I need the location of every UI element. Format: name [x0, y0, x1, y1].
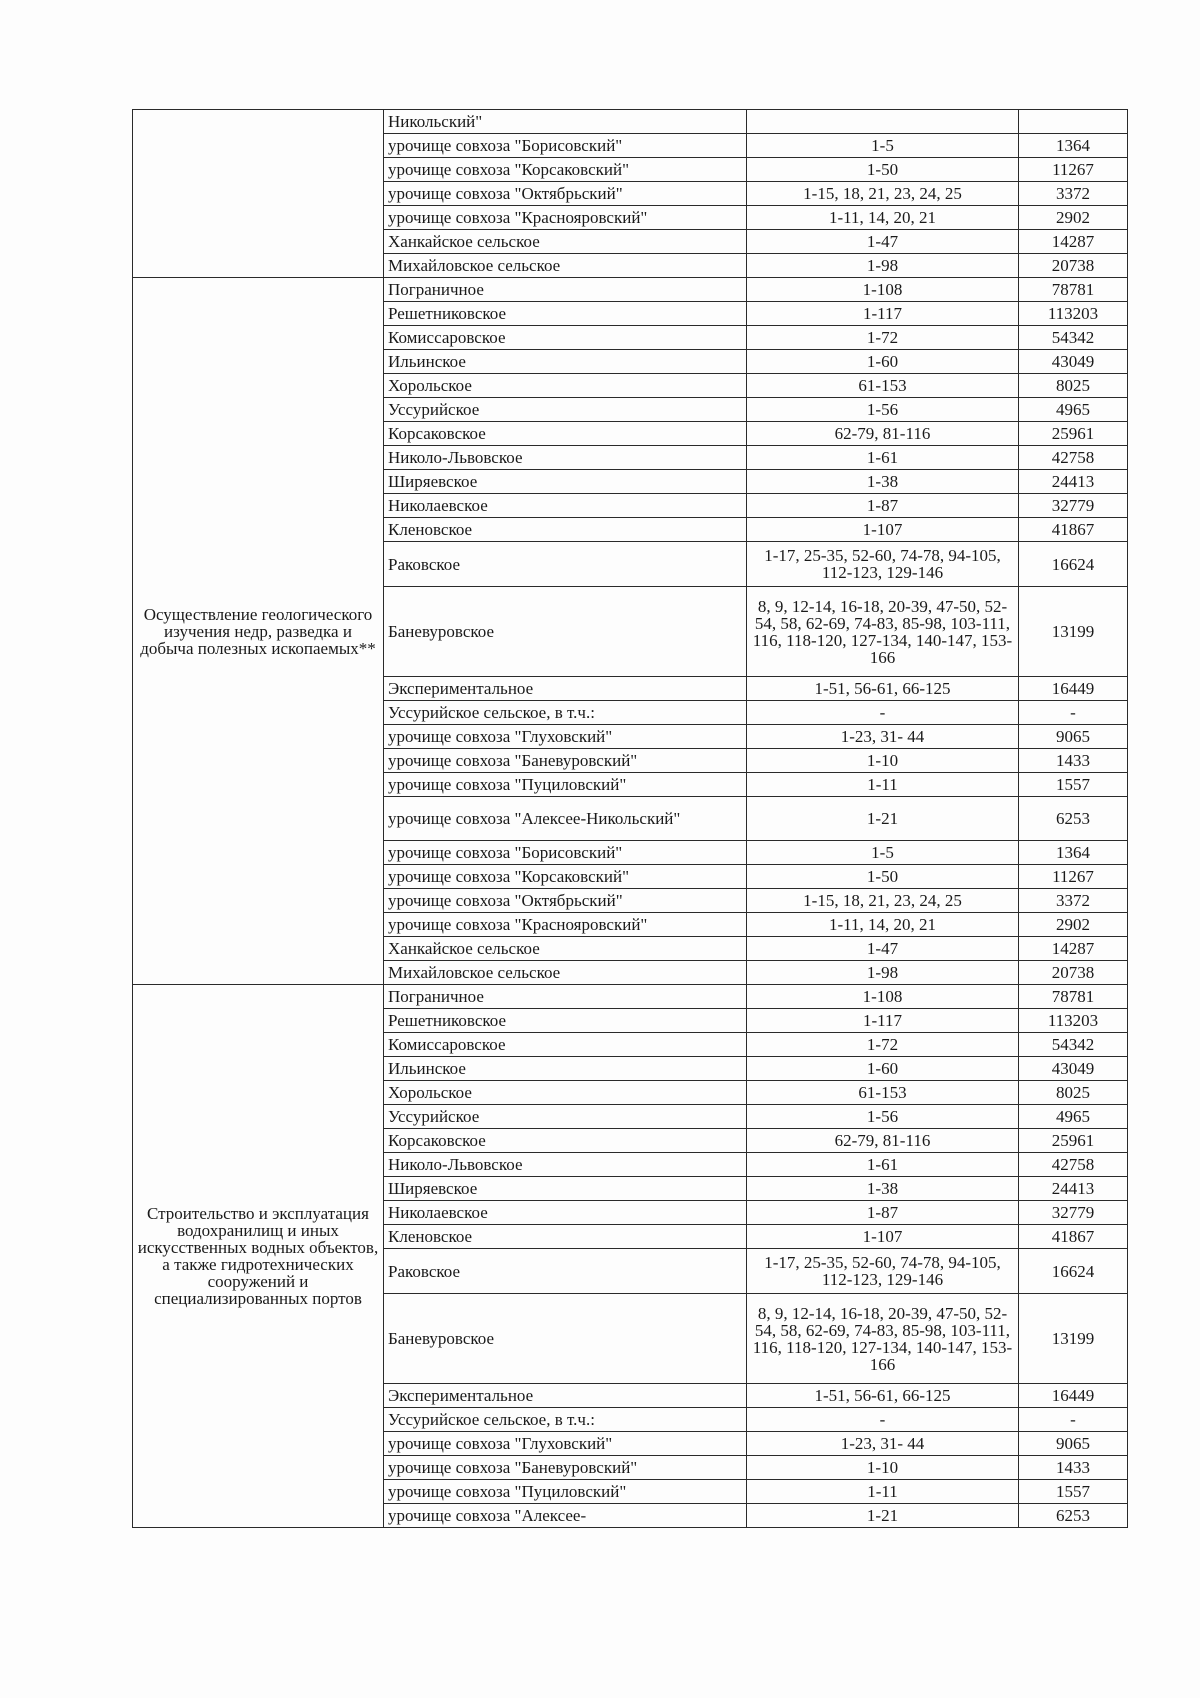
forest-district-cell: Раковское [384, 1249, 747, 1294]
forest-district-cell: Экспериментальное [384, 1384, 747, 1408]
quarter-numbers-cell: 1-5 [747, 134, 1019, 158]
forest-district-cell: Николо-Львовское [384, 446, 747, 470]
quarter-numbers-cell: 1-87 [747, 1201, 1019, 1225]
forest-district-cell: Кленовское [384, 1225, 747, 1249]
quarter-numbers-cell: 1-117 [747, 302, 1019, 326]
quarter-numbers-cell [747, 110, 1019, 134]
forest-district-cell: урочище совхоза "Алексее-Никольский" [384, 797, 747, 841]
quarter-numbers-cell: - [747, 701, 1019, 725]
area-cell: 54342 [1019, 326, 1128, 350]
quarter-numbers-cell: 1-21 [747, 1504, 1019, 1528]
area-cell: 1364 [1019, 134, 1128, 158]
area-cell: 20738 [1019, 961, 1128, 985]
area-cell: 25961 [1019, 422, 1128, 446]
area-cell: - [1019, 1408, 1128, 1432]
quarter-numbers-cell: 1-17, 25-35, 52-60, 74-78, 94-105, 112-123, 129-146 [747, 542, 1019, 587]
forest-district-cell: Ильинское [384, 1057, 747, 1081]
forest-district-cell: урочище совхоза "Корсаковский" [384, 865, 747, 889]
forest-district-cell: Михайловское сельское [384, 961, 747, 985]
forest-district-cell: урочище совхоза "Алексее- [384, 1504, 747, 1528]
area-cell: 1433 [1019, 1456, 1128, 1480]
quarter-numbers-cell: 61-153 [747, 374, 1019, 398]
forest-district-cell: Михайловское сельское [384, 254, 747, 278]
area-cell: 113203 [1019, 302, 1128, 326]
area-cell: 9065 [1019, 1432, 1128, 1456]
quarter-numbers-cell: 1-50 [747, 865, 1019, 889]
quarter-numbers-cell: 1-10 [747, 1456, 1019, 1480]
forest-district-cell: Комиссаровское [384, 1033, 747, 1057]
activity-type-cell: Строительство и эксплуатация водохранилищ и иных искусственных водных объектов, а также гидротехнических сооружений и специализированных портов [133, 985, 384, 1528]
quarter-numbers-cell: 1-108 [747, 985, 1019, 1009]
quarter-numbers-cell: 1-56 [747, 398, 1019, 422]
area-cell: 16624 [1019, 1249, 1128, 1294]
quarter-numbers-cell: 1-107 [747, 518, 1019, 542]
forest-district-cell: Никольский" [384, 110, 747, 134]
activity-type-cell [133, 110, 384, 278]
quarter-numbers-cell: 1-11, 14, 20, 21 [747, 913, 1019, 937]
area-cell: 3372 [1019, 889, 1128, 913]
forest-district-cell: Баневуровское [384, 587, 747, 677]
forest-district-cell: урочище совхоза "Баневуровский" [384, 1456, 747, 1480]
area-cell: 25961 [1019, 1129, 1128, 1153]
forest-district-cell: Корсаковское [384, 1129, 747, 1153]
area-cell: 113203 [1019, 1009, 1128, 1033]
area-cell: 43049 [1019, 350, 1128, 374]
forest-district-cell: урочище совхоза "Октябрьский" [384, 889, 747, 913]
quarter-numbers-cell: 62-79, 81-116 [747, 1129, 1019, 1153]
table-row [133, 278, 1128, 302]
area-cell: 1557 [1019, 1480, 1128, 1504]
area-cell: 6253 [1019, 1504, 1128, 1528]
land-use-table [132, 109, 1128, 1528]
area-cell: 54342 [1019, 1033, 1128, 1057]
forest-district-cell: урочище совхоза "Краснояровский" [384, 206, 747, 230]
quarter-numbers-cell: 1-60 [747, 1057, 1019, 1081]
quarter-numbers-cell: 1-21 [747, 797, 1019, 841]
area-cell: 1557 [1019, 773, 1128, 797]
forest-district-cell: Ханкайское сельское [384, 230, 747, 254]
area-cell: 32779 [1019, 1201, 1128, 1225]
forest-district-cell: урочище совхоза "Баневуровский" [384, 749, 747, 773]
area-cell: 32779 [1019, 494, 1128, 518]
area-cell: 16624 [1019, 542, 1128, 587]
forest-district-cell: урочище совхоза "Глуховский" [384, 1432, 747, 1456]
quarter-numbers-cell: 1-38 [747, 1177, 1019, 1201]
quarter-numbers-cell: 1-61 [747, 1153, 1019, 1177]
table-row [133, 985, 1128, 1009]
quarter-numbers-cell: 1-56 [747, 1105, 1019, 1129]
area-cell: 20738 [1019, 254, 1128, 278]
area-cell: - [1019, 701, 1128, 725]
forest-district-cell: Раковское [384, 542, 747, 587]
area-cell: 24413 [1019, 1177, 1128, 1201]
area-cell: 2902 [1019, 913, 1128, 937]
quarter-numbers-cell: 1-38 [747, 470, 1019, 494]
area-cell: 13199 [1019, 1294, 1128, 1384]
activity-type-cell: Осуществление геологического изучения недр, разведка и добыча полезных ископаемых** [133, 278, 384, 985]
forest-district-cell: Николо-Львовское [384, 1153, 747, 1177]
area-cell: 13199 [1019, 587, 1128, 677]
area-cell: 4965 [1019, 1105, 1128, 1129]
quarter-numbers-cell: 1-60 [747, 350, 1019, 374]
area-cell: 9065 [1019, 725, 1128, 749]
quarter-numbers-cell: 1-10 [747, 749, 1019, 773]
quarter-numbers-cell: 1-87 [747, 494, 1019, 518]
quarter-numbers-cell: 1-107 [747, 1225, 1019, 1249]
area-cell: 8025 [1019, 1081, 1128, 1105]
forest-district-cell: Ширяевское [384, 470, 747, 494]
quarter-numbers-cell: 1-72 [747, 1033, 1019, 1057]
area-cell: 1364 [1019, 841, 1128, 865]
forest-district-cell: Хорольское [384, 374, 747, 398]
quarter-numbers-cell: 62-79, 81-116 [747, 422, 1019, 446]
quarter-numbers-cell: 8, 9, 12-14, 16-18, 20-39, 47-50, 52-54, 58, 62-69, 74-83, 85-98, 103-111, 116, 118-120, 127-134, 140-147, 153-166 [747, 1294, 1019, 1384]
forest-district-cell: Уссурийское сельское, в т.ч.: [384, 1408, 747, 1432]
quarter-numbers-cell: 1-50 [747, 158, 1019, 182]
table-row [133, 110, 1128, 134]
quarter-numbers-cell: 1-5 [747, 841, 1019, 865]
area-cell [1019, 110, 1128, 134]
forest-district-cell: урочище совхоза "Борисовский" [384, 134, 747, 158]
forest-district-cell: Решетниковское [384, 1009, 747, 1033]
quarter-numbers-cell: 1-51, 56-61, 66-125 [747, 677, 1019, 701]
forest-district-cell: Пограничное [384, 278, 747, 302]
forest-district-cell: Николаевское [384, 494, 747, 518]
forest-district-cell: урочище совхоза "Борисовский" [384, 841, 747, 865]
forest-district-cell: урочище совхоза "Корсаковский" [384, 158, 747, 182]
quarter-numbers-cell: 1-117 [747, 1009, 1019, 1033]
quarter-numbers-cell: 1-51, 56-61, 66-125 [747, 1384, 1019, 1408]
forest-district-cell: Хорольское [384, 1081, 747, 1105]
quarter-numbers-cell: 1-108 [747, 278, 1019, 302]
area-cell: 78781 [1019, 985, 1128, 1009]
quarter-numbers-cell: 1-17, 25-35, 52-60, 74-78, 94-105, 112-123, 129-146 [747, 1249, 1019, 1294]
quarter-numbers-cell: 1-11, 14, 20, 21 [747, 206, 1019, 230]
quarter-numbers-cell: 1-98 [747, 961, 1019, 985]
area-cell: 42758 [1019, 446, 1128, 470]
quarter-numbers-cell: - [747, 1408, 1019, 1432]
forest-district-cell: Пограничное [384, 985, 747, 1009]
quarter-numbers-cell: 1-15, 18, 21, 23, 24, 25 [747, 889, 1019, 913]
area-cell: 78781 [1019, 278, 1128, 302]
forest-district-cell: урочище совхоза "Октябрьский" [384, 182, 747, 206]
quarter-numbers-cell: 1-11 [747, 773, 1019, 797]
area-cell: 14287 [1019, 230, 1128, 254]
area-cell: 16449 [1019, 1384, 1128, 1408]
forest-district-cell: Корсаковское [384, 422, 747, 446]
forest-district-cell: Уссурийское [384, 398, 747, 422]
area-cell: 43049 [1019, 1057, 1128, 1081]
forest-district-cell: Николаевское [384, 1201, 747, 1225]
forest-district-cell: Ширяевское [384, 1177, 747, 1201]
forest-district-cell: урочище совхоза "Пуциловский" [384, 1480, 747, 1504]
area-cell: 1433 [1019, 749, 1128, 773]
forest-district-cell: Уссурийское сельское, в т.ч.: [384, 701, 747, 725]
forest-district-cell: Уссурийское [384, 1105, 747, 1129]
forest-district-cell: Ханкайское сельское [384, 937, 747, 961]
land-use-table-body [133, 110, 1128, 1528]
area-cell: 11267 [1019, 158, 1128, 182]
area-cell: 16449 [1019, 677, 1128, 701]
forest-district-cell: Баневуровское [384, 1294, 747, 1384]
area-cell: 4965 [1019, 398, 1128, 422]
area-cell: 8025 [1019, 374, 1128, 398]
forest-district-cell: урочище совхоза "Пуциловский" [384, 773, 747, 797]
forest-district-cell: урочище совхоза "Глуховский" [384, 725, 747, 749]
area-cell: 42758 [1019, 1153, 1128, 1177]
area-cell: 41867 [1019, 518, 1128, 542]
quarter-numbers-cell: 1-61 [747, 446, 1019, 470]
forest-district-cell: Комиссаровское [384, 326, 747, 350]
quarter-numbers-cell: 1-23, 31- 44 [747, 725, 1019, 749]
forest-district-cell: Экспериментальное [384, 677, 747, 701]
forest-district-cell: урочище совхоза "Краснояровский" [384, 913, 747, 937]
area-cell: 24413 [1019, 470, 1128, 494]
forest-district-cell: Кленовское [384, 518, 747, 542]
area-cell: 11267 [1019, 865, 1128, 889]
area-cell: 2902 [1019, 206, 1128, 230]
quarter-numbers-cell: 1-98 [747, 254, 1019, 278]
quarter-numbers-cell: 1-47 [747, 230, 1019, 254]
quarter-numbers-cell: 1-47 [747, 937, 1019, 961]
forest-district-cell: Ильинское [384, 350, 747, 374]
quarter-numbers-cell: 1-72 [747, 326, 1019, 350]
quarter-numbers-cell: 61-153 [747, 1081, 1019, 1105]
forest-district-cell: Решетниковское [384, 302, 747, 326]
quarter-numbers-cell: 1-23, 31- 44 [747, 1432, 1019, 1456]
area-cell: 14287 [1019, 937, 1128, 961]
quarter-numbers-cell: 1-11 [747, 1480, 1019, 1504]
area-cell: 6253 [1019, 797, 1128, 841]
area-cell: 3372 [1019, 182, 1128, 206]
area-cell: 41867 [1019, 1225, 1128, 1249]
quarter-numbers-cell: 8, 9, 12-14, 16-18, 20-39, 47-50, 52-54, 58, 62-69, 74-83, 85-98, 103-111, 116, 118-120, 127-134, 140-147, 153-166 [747, 587, 1019, 677]
quarter-numbers-cell: 1-15, 18, 21, 23, 24, 25 [747, 182, 1019, 206]
